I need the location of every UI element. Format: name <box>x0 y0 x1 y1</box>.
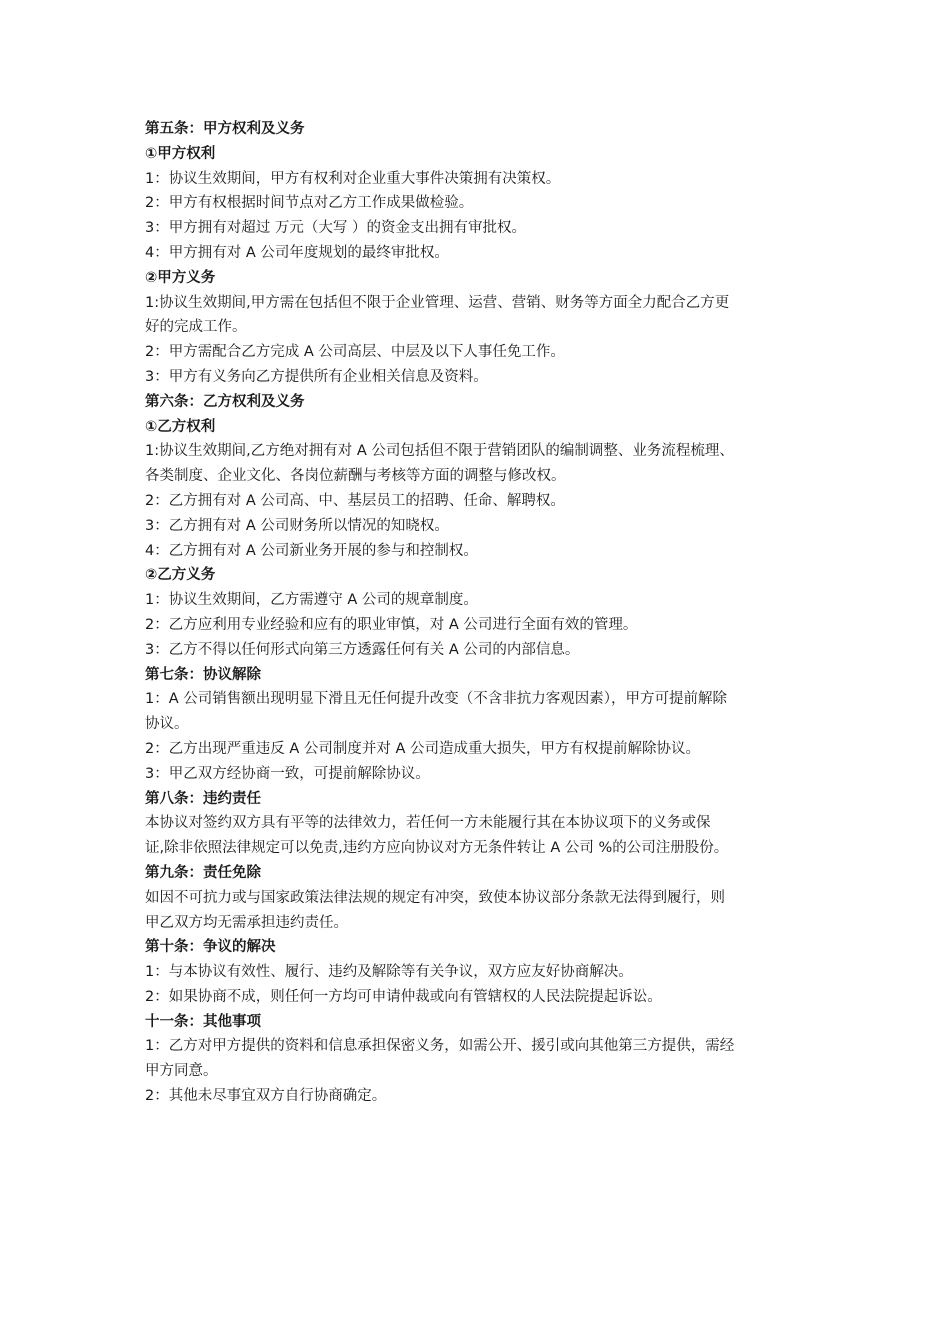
section-heading: 十一条：其他事项 <box>145 1013 261 1030</box>
section-heading: 第九条：责任免除 <box>145 864 261 881</box>
clause-text: 2：乙方应利用专业经验和应有的职业审慎，对 A 公司进行全面有效的管理。 <box>145 616 638 633</box>
section-heading: ②甲方义务 <box>145 269 216 286</box>
clause-text: 4：甲方拥有对 A 公司年度规划的最终审批权。 <box>145 244 449 261</box>
clause-text: 3：乙方拥有对 A 公司财务所以情况的知晓权。 <box>145 517 449 534</box>
clause-text: 协议。 <box>145 716 189 733</box>
section-heading: ①甲方权利 <box>145 145 216 162</box>
clause-text: 1：与本协议有效性、履行、违约及解除等有关争议，双方应友好协商解决。 <box>145 964 633 981</box>
clause-text: 本协议对签约双方具有平等的法律效力，若任何一方未能履行其在本协议项下的义务或保 <box>145 815 711 832</box>
clause-text: 证,除非依照法律规定可以免责,违约方应向协议对方无条件转让 A 公司 %的公司注册股份。 <box>145 840 729 857</box>
section-heading: ①乙方权利 <box>145 418 216 435</box>
clause-text: 2：如果协商不成，则任何一方均可申请仲裁或向有管辖权的人民法院提起诉讼。 <box>145 988 662 1005</box>
clause-text: 如因不可抗力或与国家政策法律法规的规定有冲突，致使本协议部分条款无法得到履行，则 <box>145 889 725 906</box>
clause-text: 1:协议生效期间,甲方需在包括但不限于企业管理、运营、营销、财务等方面全力配合乙方更 <box>145 294 730 311</box>
clause-text: 1:协议生效期间,乙方绝对拥有对 A 公司包括但不限于营销团队的编制调整、业务流程梳理、 <box>145 443 734 460</box>
clause-text: 2：甲方有权根据时间节点对乙方工作成果做检验。 <box>145 195 474 212</box>
document-page <box>145 117 825 1109</box>
section-heading: 第十条：争议的解决 <box>145 939 276 956</box>
section-heading: 第八条：违约责任 <box>145 790 261 807</box>
clause-text: 3：甲方有义务向乙方提供所有企业相关信息及资料。 <box>145 368 488 385</box>
section-heading: 第五条：甲方权利及义务 <box>145 121 305 137</box>
clause-text: 1：A 公司销售额出现明显下滑且无任何提升改变（不含非抗力客观因素），甲方可提前解除 <box>145 691 728 708</box>
clause-text: 1：协议生效期间，乙方需遵守 A 公司的规章制度。 <box>145 592 478 609</box>
clause-text: 各类制度、企业文化、各岗位薪酬与考核等方面的调整与修改权。 <box>145 468 566 485</box>
clause-text: 3：甲乙双方经协商一致，可提前解除协议。 <box>145 765 430 782</box>
clause-text: 2：乙方出现严重违反 A 公司制度并对 A 公司造成重大损失，甲方有权提前解除协议。 <box>145 740 700 757</box>
clause-text: 甲乙双方均无需承担违约责任。 <box>145 914 348 931</box>
clause-text: 4：乙方拥有对 A 公司新业务开展的参与和控制权。 <box>145 542 478 559</box>
clause-text: 3：甲方拥有对超过 万元（大写 ）的资金支出拥有审批权。 <box>145 220 526 237</box>
clause-text: 甲方同意。 <box>145 1063 218 1080</box>
section-heading: 第六条：乙方权利及义务 <box>145 393 305 410</box>
clause-text: 2：乙方拥有对 A 公司高、中、基层员工的招聘、任命、解聘权。 <box>145 492 565 509</box>
section-heading: ②乙方义务 <box>145 567 216 584</box>
clause-text: 2：甲方需配合乙方完成 A 公司高层、中层及以下人事任免工作。 <box>145 344 565 361</box>
clause-text: 1：乙方对甲方提供的资料和信息承担保密义务，如需公开、援引或向其他第三方提供，需经 <box>145 1038 735 1055</box>
clause-text: 好的完成工作。 <box>145 319 247 336</box>
clause-text: 3：乙方不得以任何形式向第三方透露任何有关 A 公司的内部信息。 <box>145 641 580 658</box>
clause-text: 1：协议生效期间，甲方有权利对企业重大事件决策拥有决策权。 <box>145 170 561 187</box>
section-heading: 第七条：协议解除 <box>145 666 261 683</box>
clause-text: 2：其他未尽事宜双方自行协商确定。 <box>145 1088 387 1105</box>
